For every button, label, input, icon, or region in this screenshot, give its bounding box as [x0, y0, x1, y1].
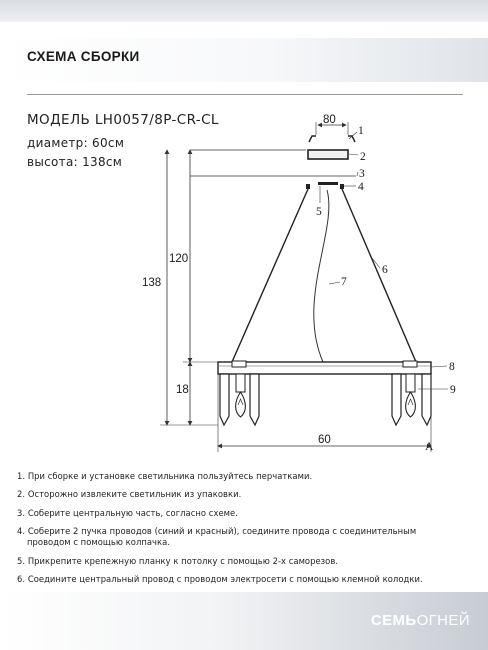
height-dimensions	[160, 150, 218, 425]
callout-9: 9	[450, 384, 456, 396]
dim-total-height: 138	[142, 277, 162, 289]
callout-7: 7	[341, 276, 347, 288]
callout-3: 3	[359, 168, 365, 180]
right-lamp-cluster	[392, 374, 431, 425]
dim-body-height: 18	[176, 384, 189, 396]
corner-mark: A	[425, 441, 434, 453]
suspension-cables	[232, 189, 416, 362]
callout-4: 4	[358, 181, 364, 193]
instruction-item: 3. Соберите центральную часть, согласно схеме.	[17, 507, 238, 518]
instructions-list	[17, 471, 477, 592]
left-lamp-cluster	[220, 374, 259, 425]
instruction-item: 4. Соберите 2 пучка проводов (синий и красный), соедините провода с соединительным проводом с помощью колпачка.	[17, 526, 417, 548]
callout-leaders	[320, 132, 448, 389]
ceiling-mount	[190, 122, 356, 189]
brand-logo: СЕМЬОГНЕЙ	[370, 612, 470, 629]
callout-2: 2	[360, 151, 366, 163]
instruction-item: 2. Осторожно извлеките светильник из упаковки.	[17, 489, 242, 500]
dim-suspension-height: 120	[169, 253, 189, 265]
callout-1: 1	[358, 125, 364, 137]
lamp-frame	[218, 361, 431, 374]
diameter-label: диаметр: 60см	[27, 136, 125, 150]
model-label: МОДЕЛЬ LH0057/8P-CR-CL	[27, 112, 219, 128]
height-label: высота: 138см	[27, 155, 123, 169]
instruction-item: 5. Прикрепите крепежную планку к потолку с помощью 2-х саморезов.	[17, 555, 339, 566]
dim-mount-width: 80	[323, 114, 336, 126]
callout-5: 5	[316, 206, 322, 218]
instruction-item: 1. При сборке и установке светильника пользуйтесь перчатками.	[17, 471, 313, 481]
page-title: СХЕМА СБОРКИ	[27, 49, 140, 64]
callout-8: 8	[449, 361, 455, 373]
callout-6: 6	[382, 264, 388, 276]
instruction-item: 6. Соедините центральный провод с проводом электросети с помощью клемной колодки.	[17, 574, 423, 585]
dim-diameter: 60	[318, 434, 331, 446]
